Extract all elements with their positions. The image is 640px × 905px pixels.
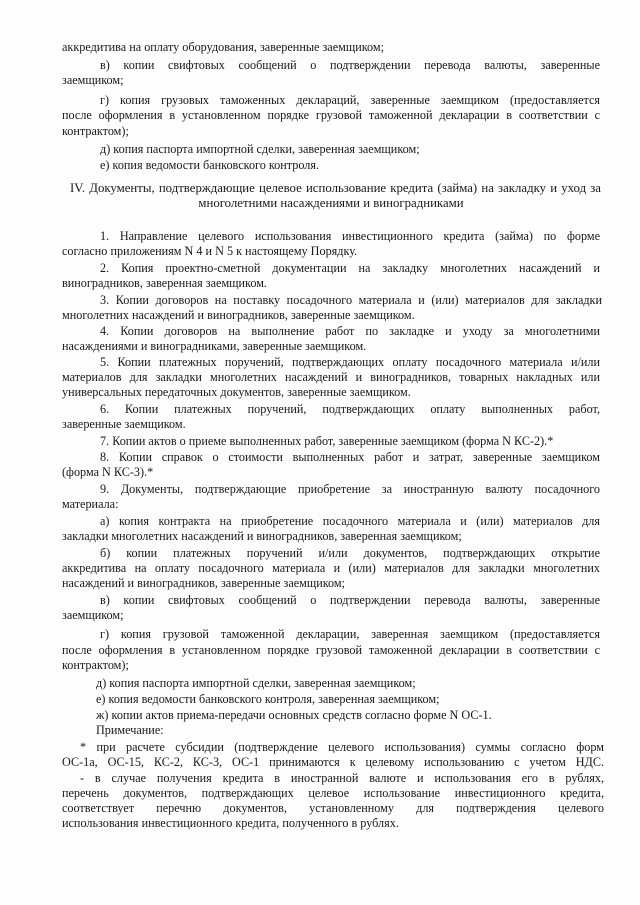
section-heading: IV. Документы, подтверждающие целевое использование кредита (займа) на закладку и уход за bbox=[70, 181, 601, 195]
text-line: после оформления в установленном порядке грузовой таможенной декларации в соответствии с bbox=[62, 108, 600, 122]
note-line: соответствует перечню документов, установленному для подтверждения целевого bbox=[62, 801, 604, 815]
text-line: заемщиком; bbox=[62, 608, 124, 622]
note-line: * при расчете субсидии (подтверждение целевого использования) суммы согласно форм bbox=[80, 740, 604, 754]
text-line: г) копия грузовой таможенной декларации, заверенная заемщиком (предоставляется bbox=[100, 627, 600, 641]
text-line: ж) копии актов приема-передачи основных средств согласно форме N ОС-1. bbox=[96, 708, 492, 722]
text-line: аккредитива на оплату посадочного материала и (или) материалов для закладки многолетних bbox=[62, 561, 600, 575]
text-line: 4. Копии договоров на выполнение работ по закладке и уходу за многолетними bbox=[100, 324, 600, 338]
text-line: закладки многолетних насаждений и виноградников, заверенная заемщиком; bbox=[62, 529, 462, 543]
note-line: перечень документов, подтверждающих целевое использование инвестиционного кредита, bbox=[62, 786, 604, 800]
text-line: материала: bbox=[62, 497, 119, 511]
note-heading: Примечание: bbox=[96, 723, 164, 737]
text-line: виноградников, заверенная заемщиком. bbox=[62, 276, 267, 290]
text-line: в) копии свифтовых сообщений о подтверждении перевода валюты, заверенные bbox=[100, 58, 600, 72]
text-line: б) копии платежных поручений и/или документов, подтверждающих открытие bbox=[100, 546, 600, 560]
note-line: использования инвестиционного кредита, полученного в рублях. bbox=[62, 816, 399, 830]
text-line: 8. Копии справок о стоимости выполненных работ и затрат, заверенные заемщиком bbox=[100, 450, 600, 464]
text-line: аккредитива на оплату оборудования, заверенные заемщиком; bbox=[62, 40, 385, 54]
text-line: 7. Копии актов о приеме выполненных работ, заверенные заемщиком (форма N КС-2).* bbox=[100, 434, 554, 448]
text-line: заемщиком; bbox=[62, 73, 124, 87]
text-line: согласно приложениям N 4 и N 5 к настоящему Порядку. bbox=[62, 244, 358, 258]
text-line: насаждениями и виноградниками, заверенные заемщиком. bbox=[62, 339, 367, 353]
text-line: д) копия паспорта импортной сделки, заверенная заемщиком; bbox=[100, 142, 420, 156]
text-line: е) копия ведомости банковского контроля. bbox=[100, 158, 320, 172]
text-line: материалов для закладки многолетних насаждений и виноградников, товарных накладных или bbox=[62, 370, 600, 384]
section-heading-cont: многолетними насаждениями и виноградниками bbox=[198, 196, 464, 210]
note-line: ОС-1а, ОС-15, КС-2, КС-3, ОС-1 принимаются к целевому использованию с учетом НДС. bbox=[62, 755, 604, 769]
text-line: д) копия паспорта импортной сделки, заверенная заемщиком; bbox=[96, 676, 416, 690]
text-line: после оформления в установленном порядке грузовой таможенной декларации в соответствии с bbox=[62, 643, 600, 657]
text-line: насаждений и виноградников, заверенные заемщиком; bbox=[62, 576, 346, 590]
text-line: г) копия грузовых таможенных деклараций, заверенные заемщиком (предоставляется bbox=[100, 93, 600, 107]
note-line: - в случае получения кредита в иностранной валюте и использования его в рублях, bbox=[80, 771, 604, 785]
text-line: (форма N КС-3).* bbox=[62, 465, 154, 479]
text-line: 5. Копии платежных поручений, подтверждающих оплату посадочного материала и/или bbox=[100, 355, 600, 369]
text-line: е) копия ведомости банковского контроля, заверенная заемщиком; bbox=[96, 692, 440, 706]
text-line: универсальных передаточных документов, заверенные заемщиком. bbox=[62, 385, 411, 399]
text-line: в) копии свифтовых сообщений о подтверждении перевода валюты, заверенные bbox=[100, 593, 600, 607]
text-line: 1. Направление целевого использования инвестиционного кредита (займа) по форме bbox=[100, 229, 600, 243]
text-line: а) копия контракта на приобретение посадочного материала и (или) материалов для bbox=[100, 514, 600, 528]
text-line: 6. Копии платежных поручений, подтверждающих оплату выполненных работ, bbox=[100, 402, 600, 416]
text-line: контрактом); bbox=[62, 658, 129, 672]
text-line: 3. Копии договоров на поставку посадочного материала и (или) материалов для закладки bbox=[100, 293, 602, 307]
text-line: 2. Копия проектно-сметной документации на закладку многолетних насаждений и bbox=[100, 261, 600, 275]
text-line: контрактом); bbox=[62, 124, 129, 138]
text-line: 9. Документы, подтверждающие приобретение за иностранную валюту посадочного bbox=[100, 482, 600, 496]
text-line: заверенные заемщиком. bbox=[62, 417, 186, 431]
text-line: многолетних насаждений и виноградников, заверенные заемщиком. bbox=[62, 308, 415, 322]
